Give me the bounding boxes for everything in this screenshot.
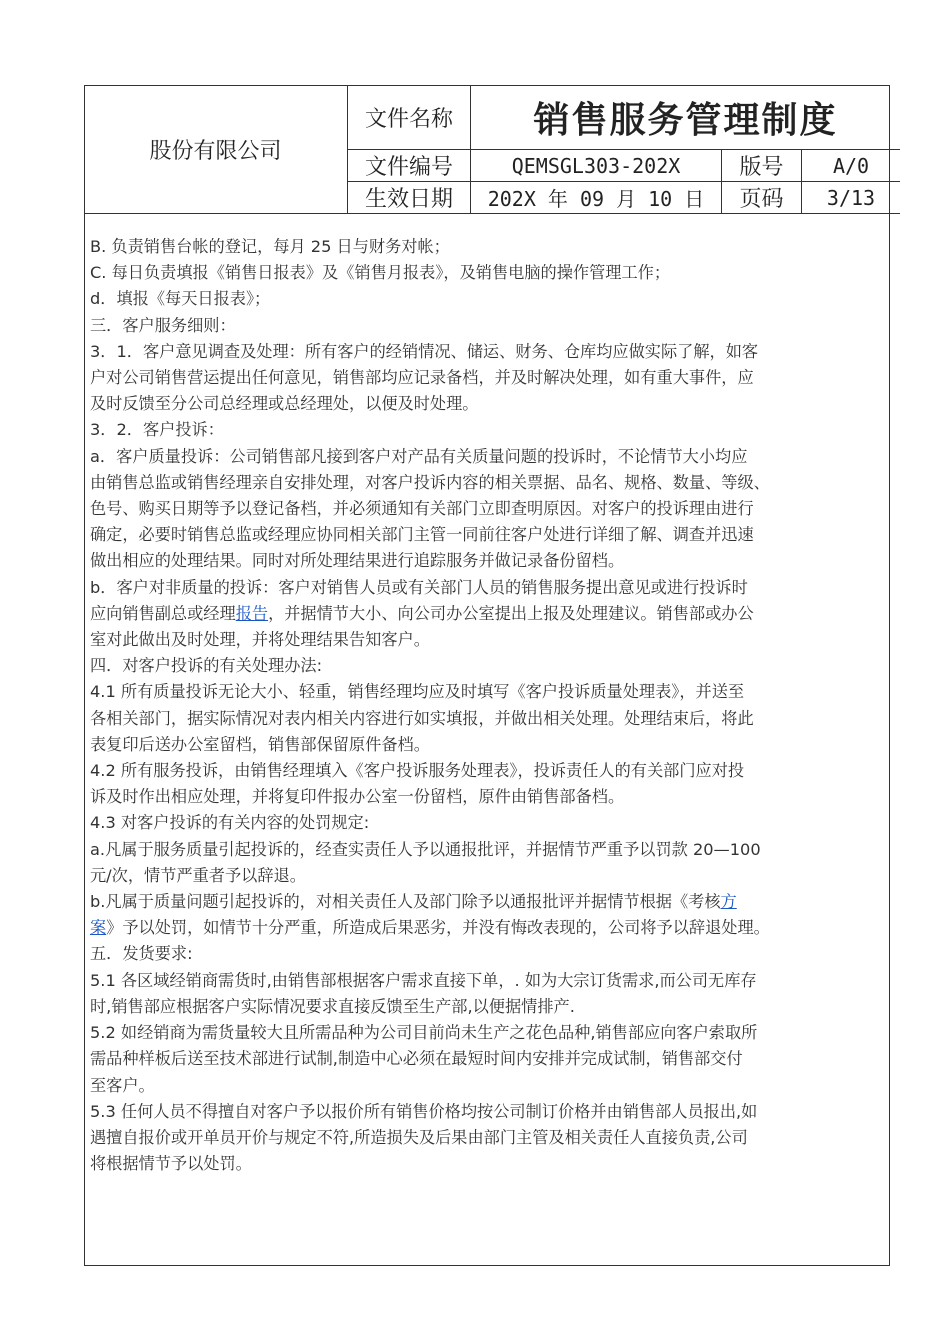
- body-line: 户对公司销售营运提出任何意见，销售部均应记录备档，并及时解决处理，如有重大事件，应: [90, 368, 754, 388]
- body-text-span: 应向销售副总或经理: [90, 603, 236, 623]
- body-text-span: ，并据情节大小、向公司办公室提出上报及处理建议。销售部或办公: [268, 603, 754, 623]
- body-line: a.凡属于服务质量引起投诉的，经查实责任人予以通报批评，并据情节严重予以罚款 20—100: [90, 839, 761, 859]
- section-heading: 三．客户服务细则：: [90, 315, 236, 335]
- body-line: 5.3 任何人员不得擅自对客户予以报价所有销售价格均按公司制订价格并由销售部人员报出,如: [90, 1101, 758, 1121]
- body-line: 时,销售部应根据客户实际情况要求直接反馈至生产部,以便据情排产.: [90, 996, 575, 1016]
- body-line: 遇擅自报价或开单员开价与规定不符,所造损失及后果由部门主管及相关责任人直接负责,公司: [90, 1127, 748, 1147]
- body-line: 4.2 所有服务投诉，由销售经理填入《客户投诉服务处理表》，投诉责任人的有关部门应对投: [90, 761, 745, 781]
- body-line: 4.3 对客户投诉的有关内容的处罚规定:: [90, 813, 370, 833]
- document-body: [90, 234, 890, 1177]
- plan-link-continued[interactable]: 案: [90, 918, 107, 938]
- version-label: 版号: [722, 150, 802, 182]
- section-heading: 四．对客户投诉的有关处理办法:: [90, 656, 323, 676]
- body-line: 至客户。: [90, 1075, 155, 1095]
- body-line: B. 负责销售台帐的登记，每月 25 日与财务对帐；: [90, 237, 450, 256]
- body-line: b．客户对非质量的投诉：客户对销售人员或有关部门人员的销售服务提出意见或进行投诉时: [90, 577, 748, 597]
- body-line: [90, 889, 890, 915]
- body-line: 3．2．客户投诉：: [90, 420, 224, 440]
- page-label: 页码: [722, 182, 802, 214]
- body-line: 诉及时作出相应处理，并将复印件报办公室一份留档，原件由销售部备档。: [90, 787, 625, 807]
- effective-date-value: 202X 年 09 月 10 日: [471, 182, 722, 214]
- body-line: 各相关部门，据实际情况对表内相关内容进行如实填报，并做出相关处理。处理结束后，将此: [90, 708, 754, 728]
- body-line: 表复印后送办公室留档，销售部保留原件备档。: [90, 734, 430, 754]
- body-line: a．客户质量投诉：公司销售部凡接到客户对产品有关质量问题的投诉时，不论情节大小均应: [90, 446, 748, 466]
- body-line: 确定，必要时销售总监或经理应协同相关部门主管一同前往客户处进行详细了解、调查并迅速: [90, 525, 754, 545]
- body-line: 3．1．客户意见调查及处理：所有客户的经销情况、储运、财务、仓库均应做实际了解，如客: [90, 341, 759, 361]
- body-line: 将根据情节予以处罚。: [90, 1154, 252, 1174]
- section-heading: 五．发货要求:: [90, 944, 193, 964]
- body-line: 需品种样板后送至技术部进行试制,制造中心必须在最短时间内安排并完成试制，销售部交付: [90, 1049, 743, 1069]
- file-name-label: 文件名称: [348, 85, 471, 150]
- file-no-value: QEMSGL303-202X: [471, 150, 722, 182]
- body-line: [90, 601, 890, 627]
- body-line: 色号、购买日期等予以登记备档，并必须通知有关部门立即查明原因。对客户的投诉理由进行: [90, 499, 754, 519]
- document-title: 销售服务管理制度: [471, 85, 900, 150]
- body-line: 5.1 各区域经销商需货时,由销售部根据客户需求直接下单，. 如为大宗订货需求,而公司无库存: [90, 970, 757, 990]
- file-no-label: 文件编号: [348, 150, 471, 182]
- body-line: 元/次，情节严重者予以辞退。: [90, 865, 306, 885]
- body-text-span: b.凡属于质量问题引起投诉的，对相关责任人及部门除予以通报批评并据情节根据《考核: [90, 892, 721, 912]
- effective-date-label: 生效日期: [348, 182, 471, 214]
- document-header: [84, 85, 900, 214]
- body-line: 5.2 如经销商为需货量较大且所需品种为公司目前尚未生产之花色品种,销售部应向客户索取所: [90, 1023, 758, 1043]
- body-line: 由销售总监或销售经理亲自安排处理，对客户投诉内容的相关票据、品名、规格、数量、等级、: [90, 472, 770, 492]
- body-line: d．填报《每天日报表》；: [90, 289, 271, 309]
- report-link[interactable]: 报告: [235, 603, 269, 623]
- body-line: 做出相应的处理结果。同时对所处理结果进行追踪服务并做记录备份留档。: [90, 551, 625, 571]
- body-line: 及时反馈至分公司总经理或总经理处，以便及时处理。: [90, 394, 479, 414]
- version-value: A/0: [802, 150, 900, 182]
- page-number: 3/13: [802, 182, 900, 214]
- company-name: 股份有限公司: [84, 85, 348, 214]
- body-line: 室对此做出及时处理，并将处理结果告知客户。: [90, 630, 430, 650]
- plan-link[interactable]: 方: [720, 892, 737, 912]
- body-line: C. 每日负责填报《销售日报表》及《销售月报表》，及销售电脑的操作管理工作；: [90, 263, 671, 283]
- body-line: [90, 915, 890, 941]
- body-text-span: 》予以处罚，如情节十分严重，所造成后果恶劣，并没有悔改表现的，公司将予以辞退处理。: [106, 918, 770, 938]
- body-line: 4.1 所有质量投诉无论大小、轻重，销售经理均应及时填写《客户投诉质量处理表》，并送至: [90, 682, 745, 702]
